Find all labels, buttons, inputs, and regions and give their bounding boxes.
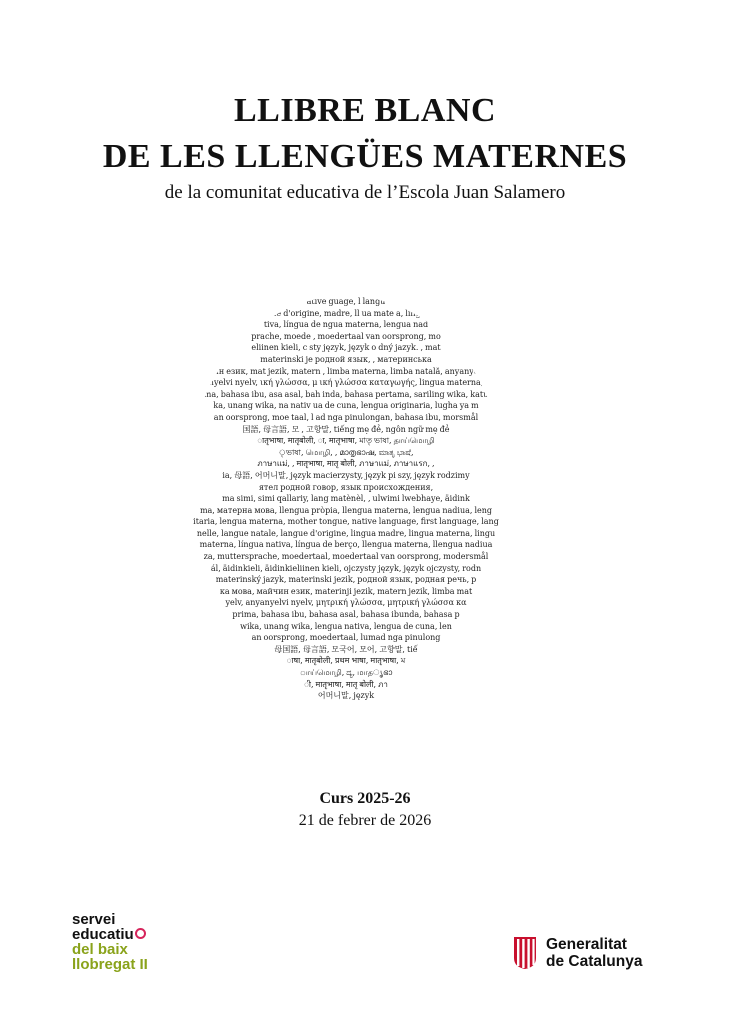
word-cloud-line: ภาษาแม่, , मातृभाषा, मातृ बोली, ภาษาแม่, ภาษาแรก, , (257, 459, 435, 469)
title-line-1: LLIBRE BLANC (233, 92, 496, 129)
word-cloud-line: ma, матерна мова, llengua pròpia, llengua materna, lengua nadiua, leng (199, 505, 493, 515)
word-cloud-line: ाषा, मातृबोली, प्रथम भाषा, मातृभाषा, ম (286, 656, 406, 666)
word-cloud-line: ка мова, майчин език, materinji jezik, matern jezik, limba mat (219, 586, 473, 596)
generalitat-logo (513, 936, 642, 970)
gencat-line-1: Generalitat (546, 936, 627, 953)
word-cloud-line: wika, unang wika, lengua nativa, lengua de cuna, len (240, 621, 452, 631)
ring-icon (135, 928, 146, 939)
word-cloud-line: ин език, mat jezik, matern , limba materna, limba natală, anyanye (213, 366, 479, 376)
course-label: Curs 2025-26 (319, 790, 411, 807)
word-cloud-line: ৃভাষা, மொழி, , മാതൃഭാഷ, ಮಾತೃ ಭಾಷೆ, (278, 447, 414, 457)
word-cloud-line: ative guage, l langu (306, 297, 386, 306)
word-cloud-line: gue d'origine, madre, ll ua mate a, lingu (266, 308, 426, 318)
word-cloud-line: materinski je родной язык, , материнська (260, 354, 432, 364)
word-cloud-line: ma, bahasa ibu, asa asal, bah inda, bahasa pertama, sariling wika, katu (203, 389, 489, 399)
sebll-line-2: educatiu (72, 926, 134, 943)
servei-educatiu-logo (72, 912, 148, 972)
word-cloud-line: an oorsprong, moe taal, l ad nga pinulongan, bahasa ibu, morsmål (213, 412, 479, 422)
gencat-line-2: de Catalunya (546, 953, 643, 970)
word-cloud-line: ातृभाषा, मातृबोली, ा, मातृभाषा, মাতৃ ভাষা, தாய்மொழி (257, 436, 435, 446)
word-cloud-line: prache, moede , moedertaal van oorsprong, mo (251, 331, 441, 341)
word-cloud-line: prima, bahasa ibu, bahasa asal, bahasa ibunda, bahasa p (232, 610, 460, 620)
word-cloud-line: ál, äidinkieli, äidinkieliinen kieli, ojczysty język, język ojczysty, rodn (210, 563, 482, 573)
word-cloud-line: an oorsprong, moedertaal, lumad nga pinulong (251, 633, 441, 643)
word-cloud-line: ятел родной говор, язык происхождения, (258, 482, 434, 492)
word-cloud-line: 国語, 母言語, 모 , 고향말, tiếng mẹ đẻ, ngôn ngữ mẹ đẻ (242, 424, 450, 434)
word-cloud-line: nelle, langue natale, langue d'origine, lingua madre, lingua materna, lingu (196, 528, 496, 538)
word-cloud-line: yelv, anyanyelvi nyelv, μητρική γλώσσα, μητρική γλώσσα κα (225, 598, 467, 608)
mother-tongues-word-cloud (190, 296, 502, 736)
word-cloud-line: za, muttersprache, moedertaal, moedertaal van oorsprong, modersmål (203, 552, 489, 562)
word-cloud-line: ी, मातृभाषा, मातृ बोली, ภา (304, 679, 388, 689)
sebll-line-3: del baix (72, 941, 128, 958)
date-label: 21 de febrer de 2026 (298, 812, 432, 829)
word-cloud-line: itaria, lengua materna, mother tongue, native language, first language, lang (193, 517, 499, 527)
title-line-2: DE LES LLENGÜES MATERNES (102, 138, 628, 175)
word-cloud-line: materinský jazyk, materinski jezik, родной язык, родная речь, р (215, 575, 477, 585)
word-cloud-line: ia, 母語, 어머니말, język macierzysty, język pi szy, język rodzimy (222, 470, 470, 480)
word-cloud-line: ாய்மொழி, ದ್ಯ, மாதൃഭാ (299, 668, 393, 677)
word-cloud-line: ka, unang wika, na nativ ua de cuna, lengua originaria, lugha ya m (213, 401, 479, 411)
word-cloud-line: 어머니말, język (317, 691, 375, 701)
subtitle: de la comunitat educativa de l’Escola Juan Salamero (164, 182, 566, 203)
word-cloud-text (190, 296, 502, 736)
word-cloud-line: eliinen kieli, c sty język, język o dný jazyk. , mat (251, 343, 441, 353)
sebll-line-1: servei (72, 911, 116, 928)
word-cloud-line: anyelvi nyelv, ική γλώσσα, μ ική γλώσσα καταγωγής, lingua materna, l (204, 378, 488, 388)
word-cloud-line: 母国語, 母言語, 모국어, 모어, 고향말, tiế (274, 644, 418, 654)
sebll-line-4: llobregat II (72, 956, 148, 973)
word-cloud-line: ma simi, simi qallariy, lang matènèl, , ulwimi lwebhaye, äidink (222, 494, 470, 504)
word-cloud-line: tiva, língua de ngua materna, lengua nad (263, 320, 429, 330)
senyera-shield-icon (513, 936, 537, 970)
word-cloud-line: materna, língua nativa, língua de berço, llengua materna, llengua nadiua (199, 540, 493, 550)
